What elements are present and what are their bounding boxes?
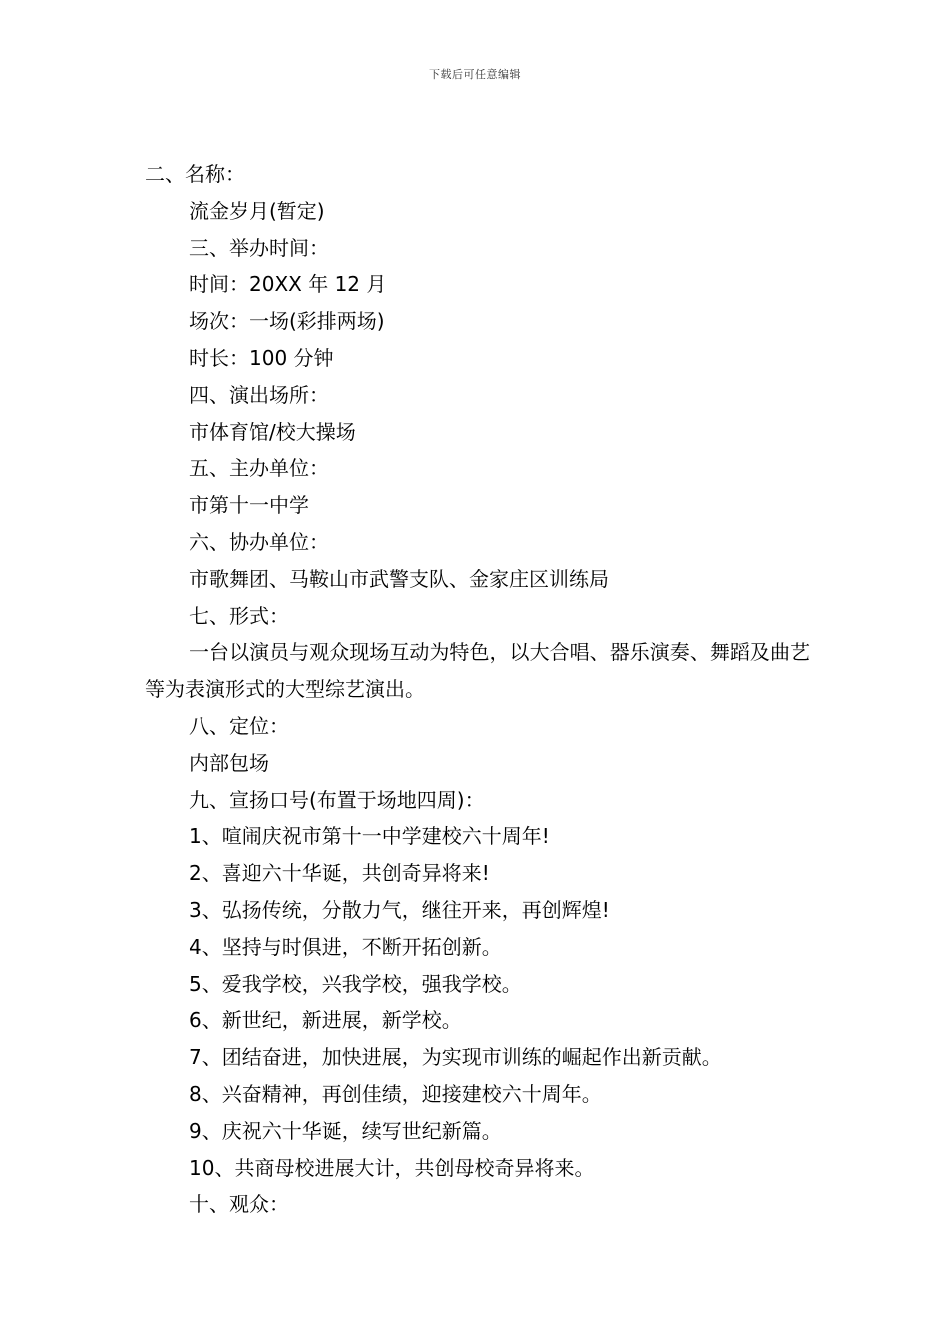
slogan-item: 3、弘扬传统，分散力气，继往开来，再创辉煌!: [189, 897, 610, 922]
slogan-item: 4、坚持与时俱进，不断开拓创新。: [189, 934, 502, 959]
slogan-item: 6、新世纪，新进展，新学校。: [189, 1008, 462, 1033]
document-body: [145, 156, 810, 1223]
header-note: 下载后可任意编辑: [429, 68, 521, 81]
time-date: 时间：20XX 年 12 月: [189, 272, 387, 297]
venue-value: 市体育馆/校大操场: [189, 419, 356, 444]
time-sessions: 场次：一场(彩排两场): [189, 309, 385, 334]
section-heading-venue: 四、演出场所：: [189, 382, 329, 407]
slogan-item: 8、兴奋精神，再创佳绩，迎接建校六十周年。: [189, 1081, 602, 1106]
section-heading-time: 三、举办时间：: [189, 235, 329, 260]
section-heading-audience: 十、观众：: [189, 1192, 289, 1217]
positioning-value: 内部包场: [189, 750, 269, 775]
co-organizer-value: 市歌舞团、马鞍山市武警支队、金家庄区训练局: [189, 566, 609, 591]
slogan-item: 1、喧闹庆祝市第十一中学建校六十周年!: [189, 824, 550, 849]
section-heading-organizer: 五、主办单位：: [189, 456, 329, 481]
section-heading-slogans: 九、宣扬口号(布置于场地四周)：: [189, 787, 485, 812]
slogan-item: 5、爱我学校，兴我学校，强我学校。: [189, 971, 522, 996]
section-heading-name: 二、名称：: [145, 162, 245, 186]
format-paragraph: 一台以演员与观众现场互动为特色，以大合唱、器乐演奏、舞蹈及曲艺等为表演形式的大型综艺演出。: [145, 640, 810, 702]
slogan-item: 10、共商母校进展大计，共创母校奇异将来。: [189, 1155, 595, 1180]
organizer-value: 市第十一中学: [189, 493, 309, 518]
slogan-item: 2、喜迎六十华诞，共创奇异将来!: [189, 861, 490, 886]
slogan-item: 9、庆祝六十华诞，续写世纪新篇。: [189, 1118, 502, 1143]
time-duration: 时长：100 分钟: [189, 345, 334, 370]
section-heading-format: 七、形式：: [189, 603, 289, 628]
section-heading-positioning: 八、定位：: [189, 713, 289, 738]
name-value: 流金岁月(暂定): [189, 198, 325, 223]
section-heading-co-organizer: 六、协办单位：: [189, 529, 329, 554]
slogan-item: 7、团结奋进，加快进展，为实现市训练的崛起作出新贡献。: [189, 1045, 722, 1070]
